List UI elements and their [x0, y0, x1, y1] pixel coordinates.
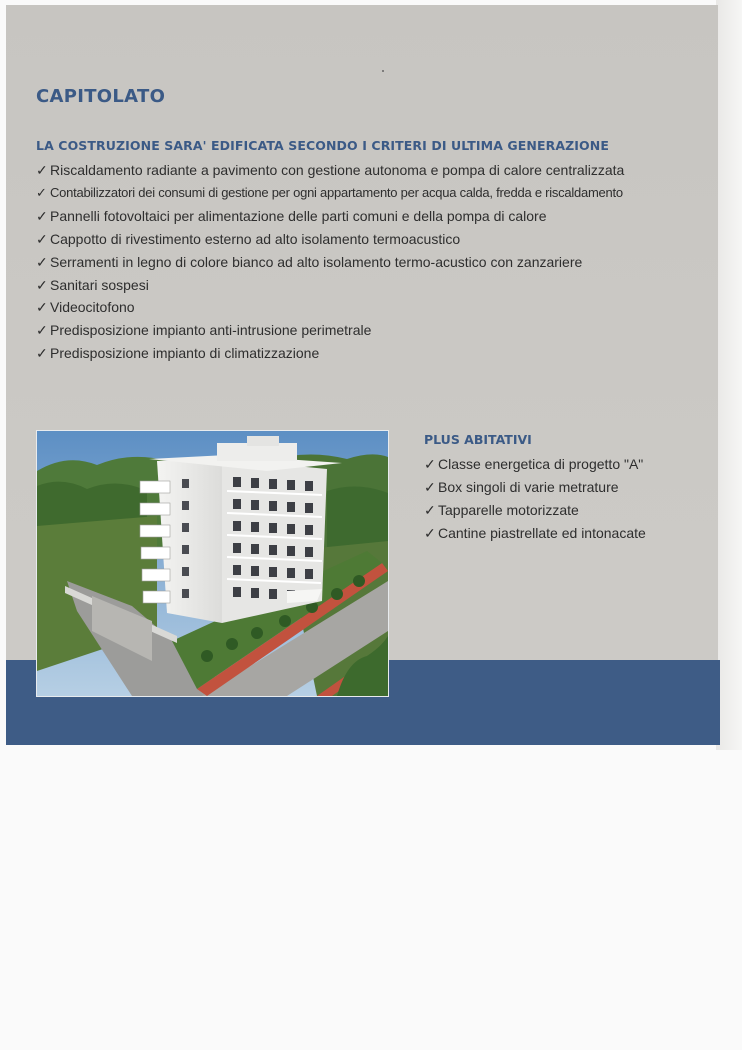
feature-text: Predisposizione impianto anti-intrusione perimetrale	[50, 322, 372, 339]
plus-item	[424, 499, 646, 522]
check-icon: ✓	[36, 230, 48, 247]
page-edge-shadow	[716, 0, 742, 750]
page-title: CAPITOLATO	[36, 86, 166, 107]
plus-item	[424, 453, 646, 476]
check-icon: ✓	[36, 322, 48, 339]
feature-item	[36, 182, 624, 205]
feature-text: Videocitofono	[50, 299, 135, 316]
feature-item	[36, 274, 624, 297]
check-icon: ✓	[36, 162, 48, 178]
feature-item	[36, 205, 624, 228]
building-rendering-image	[36, 430, 389, 697]
check-icon: ✓	[424, 456, 436, 472]
plus-text: Classe energetica di progetto "A"	[438, 456, 644, 472]
check-icon: ✓	[36, 299, 48, 316]
check-icon: ✓	[36, 184, 47, 200]
feature-text: Riscaldamento radiante a pavimento con gestione autonoma e pompa di calore centralizzata	[50, 162, 625, 178]
feature-text: Sanitari sospesi	[50, 276, 149, 293]
check-icon: ✓	[424, 501, 436, 518]
plus-item	[424, 476, 646, 499]
feature-text: Pannelli fotovoltaici per alimentazione delle parti comuni e della pompa di calore	[50, 207, 547, 224]
plus-list	[424, 453, 646, 545]
features-list	[36, 159, 624, 365]
check-icon: ✓	[36, 253, 48, 270]
check-icon: ✓	[36, 207, 48, 224]
plus-item	[424, 522, 646, 545]
feature-item	[36, 296, 624, 319]
feature-item	[36, 159, 624, 182]
plus-text: Cantine piastrellate ed intonacate	[438, 524, 646, 541]
feature-item	[36, 228, 624, 251]
plus-text: Box singoli di varie metrature	[438, 478, 619, 495]
scan-speck	[382, 70, 384, 72]
section-subtitle: LA COSTRUZIONE SARA' EDIFICATA SECONDO I CRITERI DI ULTIMA GENERAZIONE	[36, 138, 609, 153]
feature-text: Contabilizzatori dei consumi di gestione per ogni appartamento per acqua calda, fredda e riscaldamento	[50, 184, 623, 200]
feature-item	[36, 251, 624, 274]
check-icon: ✓	[424, 524, 436, 541]
check-icon: ✓	[424, 478, 436, 495]
check-icon: ✓	[36, 276, 48, 293]
feature-text: Cappotto di rivestimento esterno ad alto isolamento termoacustico	[50, 230, 461, 247]
feature-item	[36, 342, 624, 365]
feature-text: Serramenti in legno di colore bianco ad alto isolamento termo-acustico con zanzariere	[50, 253, 583, 270]
plus-text: Tapparelle motorizzate	[438, 501, 579, 518]
plus-section-title: PLUS ABITATIVI	[424, 432, 532, 447]
check-icon: ✓	[36, 345, 48, 362]
feature-text: Predisposizione impianto di climatizzazione	[50, 345, 320, 362]
building-rendering-illustration	[37, 431, 388, 696]
feature-item	[36, 319, 624, 342]
